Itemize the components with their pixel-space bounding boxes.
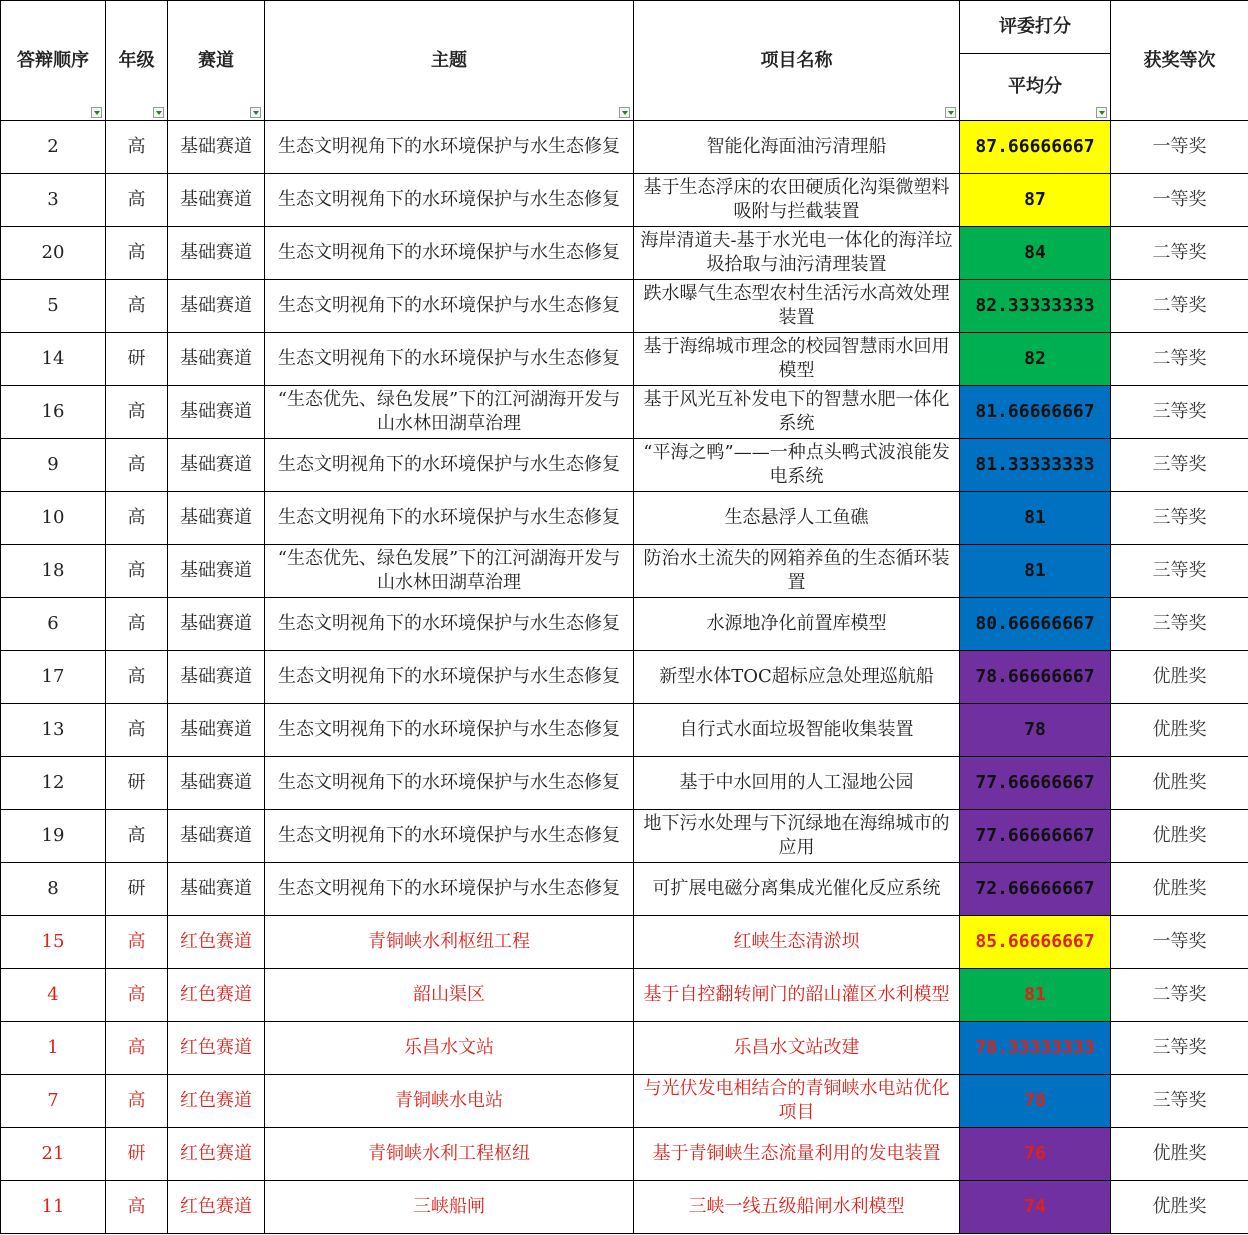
header-grade: 年级 [106,1,168,121]
cell-grade[interactable]: 高 [106,1022,168,1075]
cell-project[interactable]: 基于青铜峡生态流量利用的发电装置 [634,1128,960,1181]
table-row [1,863,1248,916]
table-row [1,1128,1248,1181]
cell-track[interactable]: 基础赛道 [168,492,265,545]
cell-project[interactable]: 新型水体TOC超标应急处理巡航船 [634,651,960,704]
cell-theme[interactable]: 生态文明视角下的水环境保护与水生态修复 [265,757,634,810]
cell-order[interactable]: 11 [1,1181,106,1234]
cell-order[interactable]: 17 [1,651,106,704]
cell-grade[interactable]: 高 [106,227,168,280]
cell-grade[interactable]: 高 [106,1075,168,1128]
cell-grade[interactable]: 高 [106,651,168,704]
table-row [1,969,1248,1022]
cell-track[interactable]: 基础赛道 [168,439,265,492]
cell-theme[interactable]: 青铜峡水电站 [265,1075,634,1128]
cell-score[interactable]: 85.66666667 [960,916,1111,969]
cell-award[interactable]: 优胜奖 [1111,1181,1248,1234]
cell-theme[interactable]: 生态文明视角下的水环境保护与水生态修复 [265,492,634,545]
cell-theme[interactable]: “生态优先、绿色发展”下的江河湖海开发与山水林田湖草治理 [265,386,634,439]
cell-theme[interactable]: 生态文明视角下的水环境保护与水生态修复 [265,121,634,174]
cell-order[interactable]: 9 [1,439,106,492]
cell-award[interactable]: 优胜奖 [1111,704,1248,757]
cell-track[interactable]: 红色赛道 [168,1022,265,1075]
cell-order[interactable]: 3 [1,174,106,227]
cell-project[interactable]: 基于风光互补发电下的智慧水肥一体化系统 [634,386,960,439]
cell-theme[interactable]: 生态文明视角下的水环境保护与水生态修复 [265,174,634,227]
cell-score[interactable]: 78 [960,1075,1111,1128]
cell-grade[interactable]: 高 [106,386,168,439]
table-row [1,1075,1248,1128]
cell-project[interactable]: 水源地净化前置库模型 [634,598,960,651]
cell-track[interactable]: 基础赛道 [168,280,265,333]
cell-score[interactable]: 74 [960,1181,1111,1234]
cell-track[interactable]: 基础赛道 [168,651,265,704]
cell-order[interactable]: 8 [1,863,106,916]
header-project: 项目名称 [634,1,960,121]
cell-project[interactable]: 基于海绵城市理念的校园智慧雨水回用模型 [634,333,960,386]
cell-project[interactable]: 可扩展电磁分离集成光催化反应系统 [634,863,960,916]
table-body [1,121,1248,1234]
cell-theme[interactable]: 生态文明视角下的水环境保护与水生态修复 [265,704,634,757]
filter-dropdown-icon[interactable] [619,107,630,118]
cell-score[interactable]: 78 [960,704,1111,757]
cell-project[interactable]: 地下污水处理与下沉绿地在海绵城市的应用 [634,810,960,863]
cell-theme[interactable]: 青铜峡水利枢纽工程 [265,916,634,969]
cell-award[interactable]: 优胜奖 [1111,810,1248,863]
cell-grade[interactable]: 高 [106,121,168,174]
cell-score[interactable]: 80.66666667 [960,598,1111,651]
cell-track[interactable]: 红色赛道 [168,1075,265,1128]
cell-order[interactable]: 2 [1,121,106,174]
cell-project[interactable]: 基于自控翻转闸门的韶山灌区水利模型 [634,969,960,1022]
cell-grade[interactable]: 高 [106,280,168,333]
filter-dropdown-icon[interactable] [250,107,261,118]
cell-grade[interactable]: 高 [106,174,168,227]
cell-grade[interactable]: 研 [106,1128,168,1181]
cell-project[interactable]: 防治水土流失的网箱养鱼的生态循环装置 [634,545,960,598]
cell-project[interactable]: 乐昌水文站改建 [634,1022,960,1075]
cell-grade[interactable]: 研 [106,757,168,810]
cell-theme[interactable]: 生态文明视角下的水环境保护与水生态修复 [265,333,634,386]
cell-order[interactable]: 21 [1,1128,106,1181]
header-order: 答辩顺序 [1,1,106,121]
cell-project[interactable]: 红峡生态清淤坝 [634,916,960,969]
cell-score[interactable]: 81.66666667 [960,386,1111,439]
cell-award[interactable]: 优胜奖 [1111,757,1248,810]
cell-grade[interactable]: 高 [106,704,168,757]
cell-grade[interactable]: 高 [106,439,168,492]
cell-grade[interactable]: 高 [106,598,168,651]
cell-score[interactable]: 82.33333333 [960,280,1111,333]
cell-theme[interactable]: “生态优先、绿色发展”下的江河湖海开发与山水林田湖草治理 [265,545,634,598]
cell-track[interactable]: 基础赛道 [168,863,265,916]
filter-dropdown-icon[interactable] [153,107,164,118]
cell-award[interactable]: 三等奖 [1111,598,1248,651]
cell-award[interactable]: 三等奖 [1111,1075,1248,1128]
cell-grade[interactable]: 研 [106,863,168,916]
cell-award[interactable]: 二等奖 [1111,333,1248,386]
filter-dropdown-icon[interactable] [1096,107,1107,118]
cell-track[interactable]: 基础赛道 [168,545,265,598]
table-row [1,598,1248,651]
cell-score[interactable]: 77.66666667 [960,810,1111,863]
cell-theme[interactable]: 生态文明视角下的水环境保护与水生态修复 [265,227,634,280]
cell-order[interactable]: 19 [1,810,106,863]
cell-track[interactable]: 红色赛道 [168,969,265,1022]
cell-project[interactable]: 海岸清道夫-基于水光电一体化的海洋垃圾拾取与油污清理装置 [634,227,960,280]
cell-award[interactable]: 三等奖 [1111,1022,1248,1075]
cell-track[interactable]: 红色赛道 [168,916,265,969]
cell-grade[interactable]: 高 [106,810,168,863]
cell-award[interactable]: 二等奖 [1111,969,1248,1022]
filter-dropdown-icon[interactable] [945,107,956,118]
cell-track[interactable]: 红色赛道 [168,1128,265,1181]
cell-award[interactable]: 三等奖 [1111,439,1248,492]
cell-score[interactable]: 77.66666667 [960,757,1111,810]
table-row [1,810,1248,863]
table-row [1,545,1248,598]
header-avg: 平均分 [960,54,1111,121]
table-row [1,757,1248,810]
cell-score[interactable]: 72.66666667 [960,863,1111,916]
cell-theme[interactable]: 生态文明视角下的水环境保护与水生态修复 [265,439,634,492]
header-judges: 评委打分 [960,1,1111,54]
cell-track[interactable]: 基础赛道 [168,386,265,439]
cell-award[interactable]: 三等奖 [1111,545,1248,598]
cell-score[interactable]: 82 [960,333,1111,386]
cell-award[interactable]: 一等奖 [1111,916,1248,969]
cell-award[interactable]: 三等奖 [1111,492,1248,545]
cell-order[interactable]: 20 [1,227,106,280]
cell-score[interactable]: 81.33333333 [960,439,1111,492]
cell-award[interactable]: 二等奖 [1111,280,1248,333]
cell-project[interactable]: 基于中水回用的人工湿地公园 [634,757,960,810]
table-row [1,280,1248,333]
cell-score[interactable]: 81 [960,969,1111,1022]
table-row [1,704,1248,757]
cell-order[interactable]: 7 [1,1075,106,1128]
cell-order[interactable]: 12 [1,757,106,810]
cell-order[interactable]: 1 [1,1022,106,1075]
cell-order[interactable]: 15 [1,916,106,969]
cell-order[interactable]: 10 [1,492,106,545]
cell-grade[interactable]: 高 [106,545,168,598]
table-row [1,651,1248,704]
cell-grade[interactable]: 高 [106,492,168,545]
cell-award[interactable]: 优胜奖 [1111,651,1248,704]
cell-track[interactable]: 基础赛道 [168,333,265,386]
cell-track[interactable]: 基础赛道 [168,121,265,174]
cell-award[interactable]: 三等奖 [1111,386,1248,439]
table-row [1,1181,1248,1234]
cell-track[interactable]: 基础赛道 [168,227,265,280]
table-row [1,121,1248,174]
cell-project[interactable]: 与光伏发电相结合的青铜峡水电站优化项目 [634,1075,960,1128]
cell-award[interactable]: 二等奖 [1111,227,1248,280]
cell-order[interactable]: 18 [1,545,106,598]
cell-order[interactable]: 4 [1,969,106,1022]
cell-track[interactable]: 基础赛道 [168,598,265,651]
cell-theme[interactable]: 生态文明视角下的水环境保护与水生态修复 [265,810,634,863]
cell-project[interactable]: “平海之鸭”——一种点头鸭式波浪能发电系统 [634,439,960,492]
cell-project[interactable]: 基于生态浮床的农田硬质化沟渠微塑料吸附与拦截装置 [634,174,960,227]
cell-score[interactable]: 81 [960,492,1111,545]
cell-theme[interactable]: 韶山渠区 [265,969,634,1022]
table-row [1,492,1248,545]
cell-track[interactable]: 基础赛道 [168,757,265,810]
cell-score[interactable]: 81 [960,545,1111,598]
cell-score[interactable]: 78.66666667 [960,651,1111,704]
cell-theme[interactable]: 三峡船闸 [265,1181,634,1234]
cell-theme[interactable]: 青铜峡水利工程枢纽 [265,1128,634,1181]
cell-award[interactable]: 一等奖 [1111,121,1248,174]
table-row [1,333,1248,386]
cell-order[interactable]: 16 [1,386,106,439]
cell-order[interactable]: 14 [1,333,106,386]
cell-grade[interactable]: 高 [106,916,168,969]
header-track: 赛道 [168,1,265,121]
cell-order[interactable]: 13 [1,704,106,757]
cell-order[interactable]: 5 [1,280,106,333]
cell-grade[interactable]: 高 [106,1181,168,1234]
cell-track[interactable]: 基础赛道 [168,174,265,227]
cell-theme[interactable]: 生态文明视角下的水环境保护与水生态修复 [265,598,634,651]
cell-theme[interactable]: 生态文明视角下的水环境保护与水生态修复 [265,863,634,916]
cell-award[interactable]: 一等奖 [1111,174,1248,227]
cell-score[interactable]: 87.66666667 [960,121,1111,174]
table-row [1,227,1248,280]
cell-score[interactable]: 84 [960,227,1111,280]
cell-project[interactable]: 生态悬浮人工鱼礁 [634,492,960,545]
table-row [1,1022,1248,1075]
cell-project[interactable]: 跌水曝气生态型农村生活污水高效处理装置 [634,280,960,333]
cell-track[interactable]: 基础赛道 [168,810,265,863]
header-theme: 主题 [265,1,634,121]
cell-theme[interactable]: 生态文明视角下的水环境保护与水生态修复 [265,651,634,704]
table-row [1,439,1248,492]
cell-award[interactable]: 优胜奖 [1111,1128,1248,1181]
cell-project[interactable]: 自行式水面垃圾智能收集装置 [634,704,960,757]
cell-order[interactable]: 6 [1,598,106,651]
cell-grade[interactable]: 高 [106,969,168,1022]
cell-theme[interactable]: 乐昌水文站 [265,1022,634,1075]
cell-project[interactable]: 智能化海面油污清理船 [634,121,960,174]
cell-track[interactable]: 红色赛道 [168,1181,265,1234]
filter-dropdown-icon[interactable] [91,107,102,118]
cell-grade[interactable]: 研 [106,333,168,386]
cell-award[interactable]: 优胜奖 [1111,863,1248,916]
cell-score[interactable]: 76 [960,1128,1111,1181]
cell-theme[interactable]: 生态文明视角下的水环境保护与水生态修复 [265,280,634,333]
table-row [1,916,1248,969]
cell-score[interactable]: 78.33333333 [960,1022,1111,1075]
header-award: 获奖等次 [1111,1,1248,121]
cell-track[interactable]: 基础赛道 [168,704,265,757]
cell-project[interactable]: 三峡一线五级船闸水利模型 [634,1181,960,1234]
table-row [1,174,1248,227]
cell-score[interactable]: 87 [960,174,1111,227]
table-row [1,386,1248,439]
